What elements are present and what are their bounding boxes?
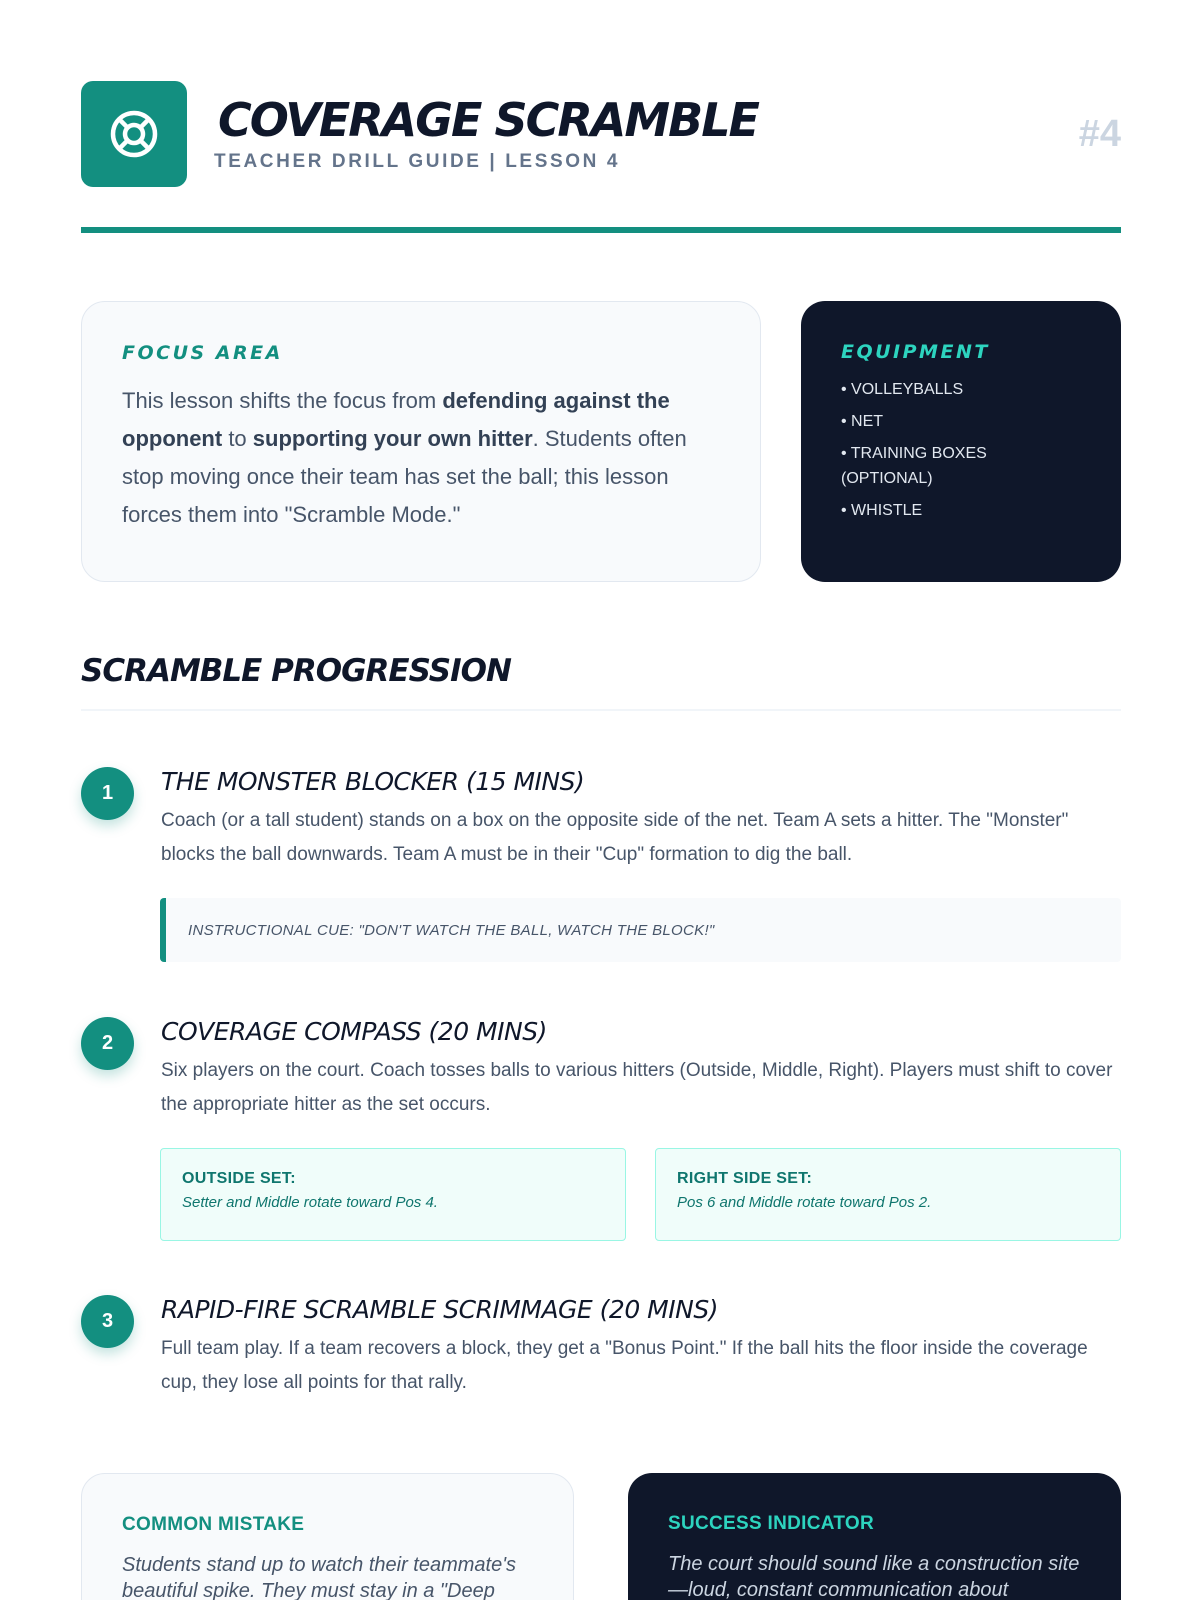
focus-text-part: to [222,426,253,451]
equipment-item: • VOLLEYBALLS [841,381,964,398]
lifebuoy-icon [109,109,159,159]
equipment-card [801,301,1121,582]
step-title: COVERAGE COMPASS (20 MINS) [161,1017,547,1046]
success-indicator-card [628,1473,1121,1600]
common-mistake-text: Students stand up to watch their teammate's beautiful spike. They must stay in a "Deep [122,1554,517,1600]
set-option-text: Pos 6 and Middle rotate toward Pos 2. [677,1194,932,1211]
page-subtitle: TEACHER DRILL GUIDE | LESSON 4 [214,151,621,172]
equipment-item: • NET [841,413,884,430]
set-option-label: OUTSIDE SET: [182,1170,296,1187]
focus-emphasis: supporting your own hitter [252,426,533,451]
page-header [81,81,1121,187]
step-number-badge: 3 [81,1295,134,1348]
page-title: COVERAGE SCRAMBLE [218,93,758,147]
lesson-number: #4 [1078,113,1121,155]
step-title: RAPID-FIRE SCRAMBLE SCRIMMAGE (20 MINS) [161,1295,718,1324]
success-indicator-heading: SUCCESS INDICATOR [668,1513,875,1534]
header-divider [81,227,1121,233]
step-title: THE MONSTER BLOCKER (15 MINS) [161,767,585,796]
section-divider [81,709,1121,711]
success-indicator-text: The court should sound like a construction site—loud, constant communication about [668,1553,1080,1600]
step-description: Full team play. If a team recovers a block, they get a "Bonus Point." If the ball hits the floor inside the coverage cup, they lose all points for that rally. [161,1338,1088,1393]
common-mistake-card [81,1473,574,1600]
set-option-label: RIGHT SIDE SET: [677,1170,813,1187]
equipment-list [841,377,1081,523]
focus-area-text [122,382,720,534]
step-body [161,767,1121,872]
instructional-cue-text: INSTRUCTIONAL CUE: "DON'T WATCH THE BALL, WATCH THE BLOCK!" [188,921,715,939]
instructional-cue [160,898,1121,962]
step-number-badge: 2 [81,1017,134,1070]
set-option-text: Setter and Middle rotate toward Pos 4. [182,1194,438,1211]
set-option-right-side [655,1148,1121,1241]
step-description: Six players on the court. Coach tosses balls to various hitters (Outside, Middle, Right). Players must shift to cover the appropriate hitter as the set occurs. [161,1060,1113,1115]
set-option-outside [160,1148,626,1241]
logo-badge [81,81,187,187]
focus-text-part: This lesson shifts the focus from [122,388,443,413]
focus-area-heading: FOCUS AREA [122,342,283,364]
step-body [161,1017,1121,1122]
focus-area-card [81,301,761,582]
common-mistake-heading: COMMON MISTAKE [122,1514,305,1535]
equipment-item: • TRAINING BOXES (OPTIONAL) [841,445,987,487]
focus-emphasis: defending against the opponent [122,388,670,451]
section-title: SCRAMBLE PROGRESSION [81,653,511,689]
equipment-item: • WHISTLE [841,502,923,519]
equipment-heading: EQUIPMENT [841,341,990,363]
step-number-badge: 1 [81,767,134,820]
step-description: Coach (or a tall student) stands on a box on the opposite side of the net. Team A sets a hitter. The "Monster" blocks the ball downwards. Team A must be in their "Cup" formation to dig the ball. [161,810,1069,865]
focus-text-part: . Students often stop moving once their team has set the ball; this lesson forces them into "Scramble Mode." [122,426,687,527]
step-body [161,1295,1121,1400]
